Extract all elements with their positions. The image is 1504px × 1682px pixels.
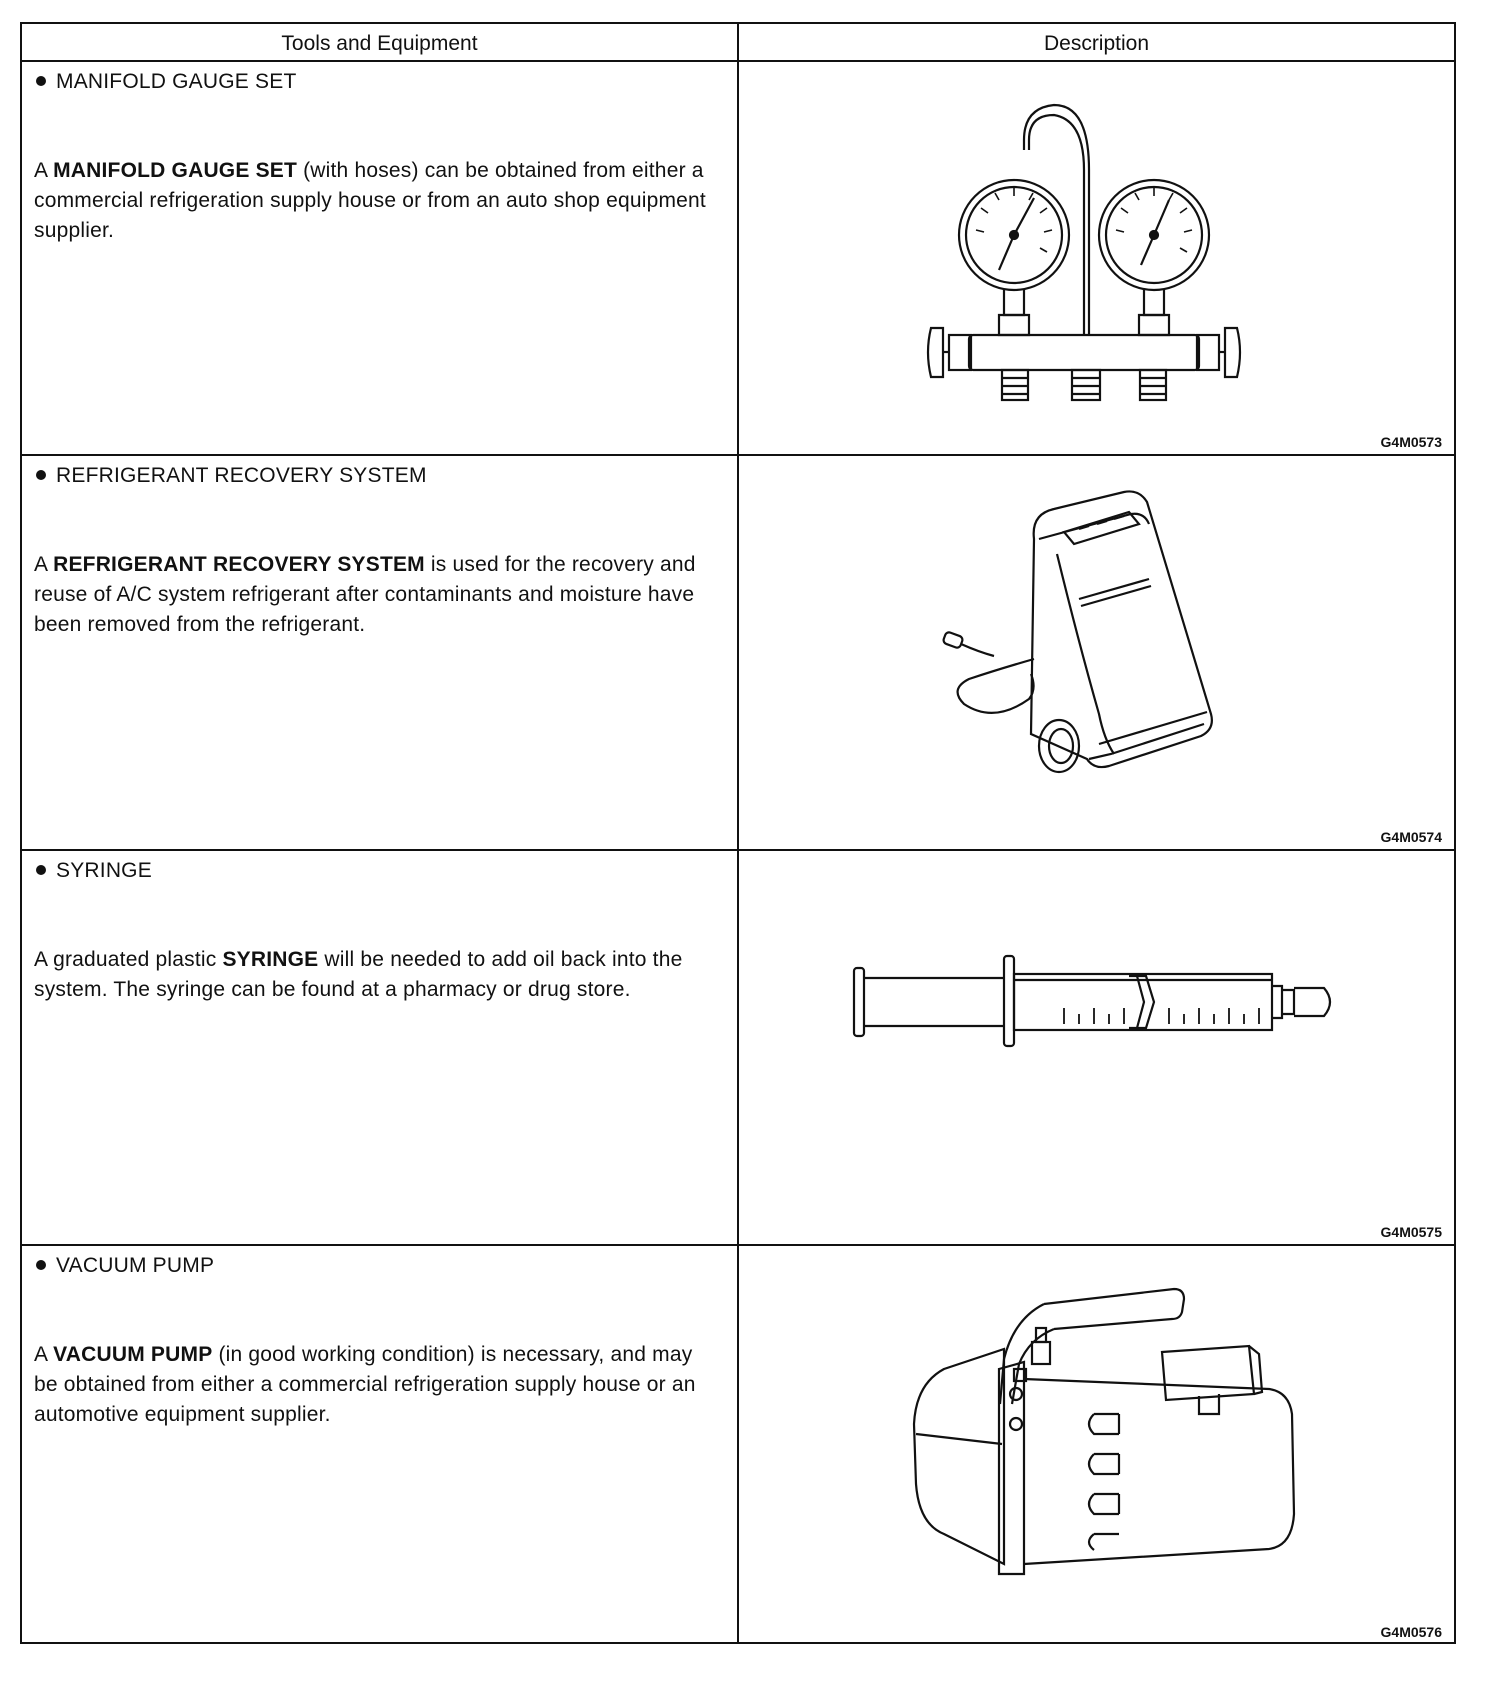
tools-equipment-table bbox=[20, 22, 1456, 1644]
tool-title: REFRIGERANT RECOVERY SYSTEM bbox=[34, 464, 725, 488]
header-description: Description bbox=[1043, 32, 1150, 55]
figure-cell bbox=[739, 851, 1454, 1244]
vacuum-pump-icon bbox=[904, 1284, 1304, 1584]
table-row bbox=[22, 851, 1454, 1246]
tool-description: A MANIFOLD GAUGE SET (with hoses) can be obtained from either a commercial refrigeration supply house or from an auto shop equipment supplier. bbox=[34, 159, 706, 242]
figure-code: G4M0576 bbox=[1380, 1624, 1442, 1640]
tool-description: A REFRIGERANT RECOVERY SYSTEM is used for the recovery and reuse of A/C system refrigerant after contaminants and moisture have been removed from the refrigerant. bbox=[34, 553, 696, 636]
table-row bbox=[22, 62, 1454, 456]
bullet-icon bbox=[36, 76, 46, 86]
table-header bbox=[22, 24, 1454, 62]
tool-cell bbox=[22, 851, 737, 1244]
figure-cell bbox=[739, 62, 1454, 454]
bullet-icon bbox=[36, 1260, 46, 1270]
table-row bbox=[22, 456, 1454, 851]
syringe-icon bbox=[854, 956, 1344, 1046]
recovery-system-icon bbox=[939, 484, 1229, 794]
tool-title: SYRINGE bbox=[34, 859, 725, 883]
figure-code: G4M0575 bbox=[1380, 1224, 1442, 1240]
manifold-gauge-set-icon bbox=[929, 80, 1229, 400]
tool-title: MANIFOLD GAUGE SET bbox=[34, 70, 725, 94]
tool-title: VACUUM PUMP bbox=[34, 1254, 725, 1278]
tool-description: A graduated plastic SYRINGE will be needed to add oil back into the system. The syringe can be found at a pharmacy or drug store. bbox=[34, 948, 683, 1001]
figure-cell bbox=[739, 1246, 1454, 1644]
table-row bbox=[22, 1246, 1454, 1644]
tool-description: A VACUUM PUMP (in good working condition) is necessary, and may be obtained from either a commercial refrigeration supply house or an automotive equipment supplier. bbox=[34, 1343, 696, 1426]
bullet-icon bbox=[36, 470, 46, 480]
bullet-icon bbox=[36, 865, 46, 875]
figure-code: G4M0574 bbox=[1380, 829, 1442, 845]
header-tools-and-equipment: Tools and Equipment bbox=[281, 32, 478, 55]
tool-cell bbox=[22, 62, 737, 454]
tool-cell bbox=[22, 456, 737, 849]
figure-cell bbox=[739, 456, 1454, 849]
figure-code: G4M0573 bbox=[1380, 434, 1442, 450]
tool-cell bbox=[22, 1246, 737, 1644]
